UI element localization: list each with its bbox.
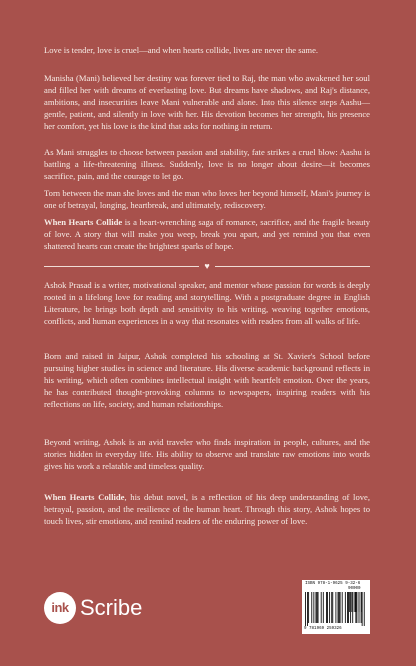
barcode-bar bbox=[307, 592, 308, 626]
barcode-bar bbox=[329, 592, 330, 623]
author-bio-paragraph: Ashok Prasad is a writer, motivational speaker, and mentor whose passion for words is deeply rooted in a lifelong love for reading and storytelling. With a postgraduate degree in English Literature, he brings both depth and sensitivity to his writing, weaving together emotions, conflicts, and human experiences in a way that resonates with readers from all walks of life. bbox=[44, 280, 370, 326]
barcode-bar bbox=[305, 592, 306, 626]
barcode-bar bbox=[313, 592, 314, 623]
barcode-bar bbox=[326, 592, 327, 623]
author-bio-paragraph: Born and raised in Jaipur, Ashok completed his schooling at St. Xavier's School before pursuing higher studies in science and literature. His diverse academic background reflects in his writing, which often combines intellectual insight with heartfelt emotion. Over the years, he has contributed thought-provoking columns to newspapers, inspiring readers with his reflections on life, society, and human relationships. bbox=[44, 351, 370, 409]
blurb-paragraph bbox=[44, 216, 370, 252]
publisher-logo bbox=[44, 592, 164, 628]
barcode-addon-bar bbox=[356, 592, 357, 612]
barcode-bar bbox=[348, 592, 349, 623]
barcode-addon-bar bbox=[359, 592, 360, 612]
barcode-addon-bar bbox=[361, 592, 362, 612]
barcode-bar bbox=[321, 592, 322, 623]
barcode-bar bbox=[364, 592, 365, 626]
barcode-bar bbox=[352, 592, 353, 623]
barcode-addon-bar bbox=[351, 592, 352, 612]
isbn-barcode bbox=[302, 580, 370, 634]
barcode-bar bbox=[308, 592, 309, 623]
blurb-text: is a heart-wrenching saga of romance, sacrifice, and the fragile beauty of love. A story that will make you weep, break you apart, and yet remind you that even shattered hearts can create the brightest sparks of hope. bbox=[44, 217, 371, 251]
barcode-addon-bar bbox=[354, 592, 355, 612]
divider-line bbox=[44, 266, 199, 267]
blurb-paragraph: Torn between the man she loves and the man who loves her beyond himself, Mani's journey is one of betrayal, longing, heartbreak, and ultimately, rediscovery. bbox=[44, 188, 370, 210]
barcode-addon-bar bbox=[349, 592, 350, 612]
barcode-bar bbox=[350, 592, 351, 623]
heart-icon: ♥ bbox=[204, 261, 210, 271]
author-bio-paragraph: Beyond writing, Ashok is an avid traveler who finds inspiration in people, cultures, and the stories hidden in everyday life. His ability to observe and translate raw emotions into words gives his work a relatable and timeless quality. bbox=[44, 437, 370, 471]
barcode-bar bbox=[311, 592, 312, 623]
barcode-bar bbox=[318, 592, 319, 623]
author-bio-paragraph bbox=[44, 491, 370, 527]
barcode-bar bbox=[317, 592, 318, 623]
barcode-bar bbox=[342, 592, 343, 623]
section-divider bbox=[44, 263, 370, 271]
tagline: Love is tender, love is cruel—and when hearts collide, lives are never the same. bbox=[44, 45, 319, 55]
isbn-number: ISBN 978-1-9625 9-32-6 bbox=[305, 582, 361, 586]
publisher-name: Scribe bbox=[80, 595, 143, 620]
barcode-bar bbox=[323, 592, 324, 623]
barcode-bar bbox=[332, 592, 333, 623]
divider-line bbox=[215, 266, 370, 267]
barcode-bars bbox=[305, 592, 367, 626]
barcode-bar bbox=[345, 592, 346, 623]
blurb-paragraph: As Mani struggles to choose between passion and stability, fate strikes a cruel blow: Aashu is battling a life-threatening illness. Suddenly, love is no longer about desire—it becomes sacrifice, pain, and the courage to let go. bbox=[44, 147, 370, 181]
bio-text: , his debut novel, is a reflection of his deep understanding of love, betrayal, passion, and the resilience of the human heart. Through this story, Ashok hopes to touch lives, stir emotions, and remind readers of the enduring power of love. bbox=[44, 492, 371, 526]
barcode-bar bbox=[340, 592, 341, 623]
barcode-bar bbox=[327, 592, 328, 623]
barcode-bar bbox=[347, 592, 348, 623]
barcode-addon-bar bbox=[355, 592, 356, 612]
barcode-bar bbox=[339, 592, 340, 623]
book-title: When Hearts Collide bbox=[44, 217, 123, 227]
blurb-paragraph: Manisha (Mani) believed her destiny was forever tied to Raj, the man who awakened her soul and filled her with dreams of everlasting love. But dreams have shadows, and Raj's distance, ambitions, and insecurities leave Mani vulnerable and alone. Into this silence steps Aashu—gentle, patient, and silently in love with her. His devotion becomes her strength, his presence her comfort, yet his love is the kind that asks for nothing in return. bbox=[44, 73, 370, 131]
barcode-bar bbox=[338, 592, 339, 623]
book-title: When Hearts Collide bbox=[44, 492, 125, 502]
barcode-digits: 9 781969 259326 bbox=[304, 627, 342, 631]
price-addon: 90000 bbox=[348, 587, 361, 591]
barcode-bar bbox=[316, 592, 317, 623]
barcode-bar bbox=[335, 592, 336, 623]
barcode-bar bbox=[362, 592, 363, 626]
barcode-bar bbox=[331, 592, 332, 623]
publisher-mark: ink bbox=[44, 592, 76, 624]
